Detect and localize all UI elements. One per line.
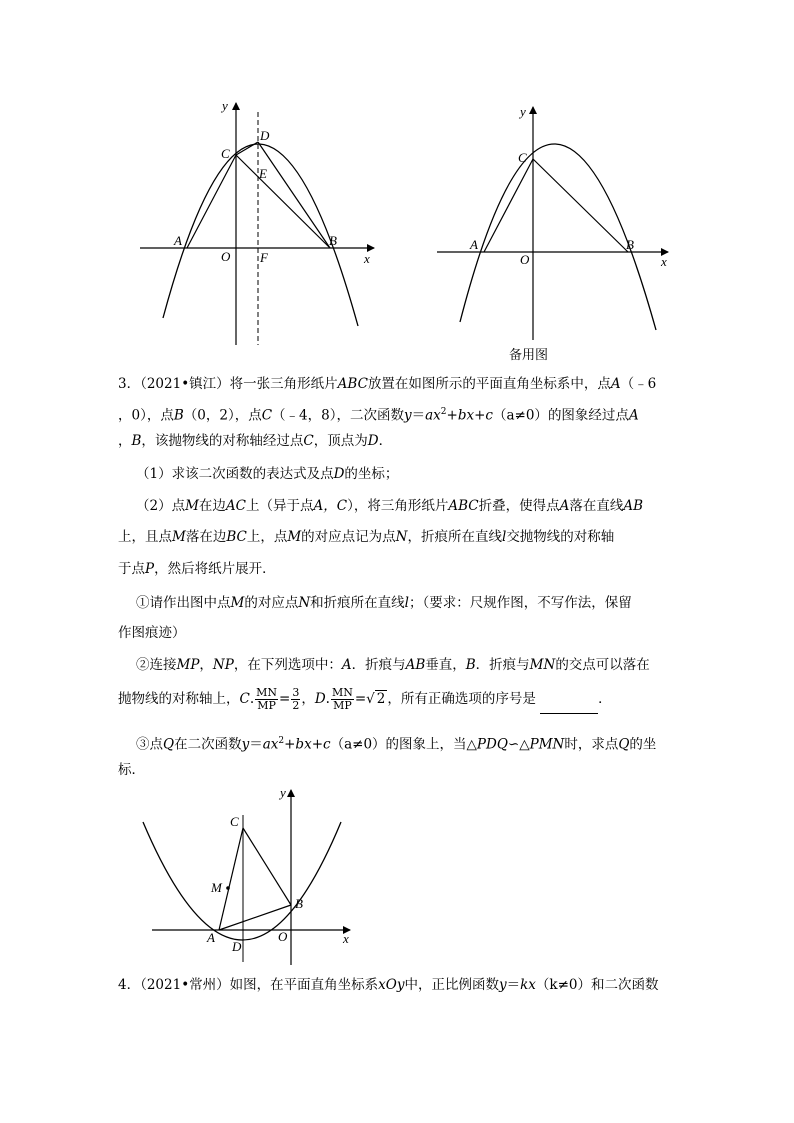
fig3-label-x: x bbox=[343, 931, 349, 946]
p3-subq-1-line-1: ①请作出图中点M的对应点N和折痕所在直线l；（要求：尺规作图，不写作法，保留 bbox=[136, 595, 632, 611]
p3-subq-2-line-1: ②连接MP，NP，在下列选项中：A．折痕与AB垂直，B．折痕与MN的交点可以落在 bbox=[136, 657, 650, 673]
fig1-label-d: D bbox=[260, 128, 270, 143]
p3-subq-3-line-2: 标． bbox=[118, 762, 145, 778]
p4-line-1: 4．（2021•常州）如图，在平面直角坐标系xOy中，正比例函数y＝kx（k≠0）和二次函数 bbox=[118, 977, 659, 993]
fig3-label-a: A bbox=[207, 930, 215, 945]
fig3-segment-ac bbox=[219, 828, 243, 930]
p3-question-2-line-2: 上，且点M落在边BC上，点M的对应点记为点N，折痕所在直线l交抛物线的对称轴 bbox=[118, 529, 615, 545]
fig2-label-b: B bbox=[626, 237, 634, 252]
p3-question-1: （1）求该二次函数的表达式及点D的坐标； bbox=[136, 466, 399, 482]
fig1-label-e: E bbox=[259, 166, 267, 181]
fig3-label-d: D bbox=[232, 939, 242, 954]
fig2-label-c: C bbox=[518, 150, 527, 165]
fig3-label-m: M bbox=[211, 880, 222, 895]
fig3-segment-cb bbox=[243, 828, 291, 905]
fig2-label-x: x bbox=[661, 254, 667, 269]
p3-line-2: ，0），点B（0，2），点C（﹣4，8），二次函数$y=ax^2+bx+c(a\ne 0)$的图象经过点A bbox=[118, 407, 639, 424]
p3-question-2-line-1: （2）点M在边AC上（异于点A，C），将三角形纸片ABC折叠，使得点A落在直线AB bbox=[136, 498, 644, 514]
fig2-label-a: A bbox=[470, 237, 478, 252]
fig3-label-c: C bbox=[230, 814, 239, 829]
p3-question-2-line-3: 于点P，然后将纸片展开． bbox=[118, 561, 276, 577]
fig2-label-y: y bbox=[520, 104, 526, 119]
fig1-label-o: O bbox=[221, 249, 231, 264]
fig1-label-x: x bbox=[364, 251, 370, 266]
p3-line-1: 3．（2021•镇江）将一张三角形纸片ABC放置在如图所示的平面直角坐标系中，点A（﹣6 bbox=[118, 376, 657, 392]
fig1-label-c: C bbox=[221, 146, 230, 161]
p3-subq-2-line-2: 抛物线的对称轴上，C. $\frac{MN}{MP}$ = $\frac{3}{2}$ ，D. $\frac{MN}{MP}$ =√ 2 ，所有正确选项的序号是 ． bbox=[118, 686, 612, 712]
fig1-label-y: y bbox=[222, 98, 228, 113]
fig3-label-o: O bbox=[278, 929, 288, 944]
fig3-label-b: B bbox=[295, 896, 303, 911]
fig2-caption: 备用图 bbox=[509, 348, 549, 363]
p3-line-3: ，B，该抛物线的对称轴经过点C，顶点为D． bbox=[118, 433, 393, 449]
fig2-label-o: O bbox=[520, 252, 530, 267]
fig3-segment-ab bbox=[219, 905, 291, 930]
fig3-point-m bbox=[226, 886, 230, 890]
fig1-label-f: F bbox=[260, 250, 268, 265]
p3-subq-1-line-2: 作图痕迹） bbox=[118, 625, 186, 641]
fig1-label-b: B bbox=[329, 233, 337, 248]
p3-subq-3-line-1: ③点Q在二次函数$y=ax^2+bx+c(a\ne 0)$的图象上，当△PDQ∽△PMN时，求点Q的坐 bbox=[136, 736, 657, 753]
fig1-label-a: A bbox=[174, 233, 182, 248]
fig3-label-y: y bbox=[280, 785, 286, 800]
